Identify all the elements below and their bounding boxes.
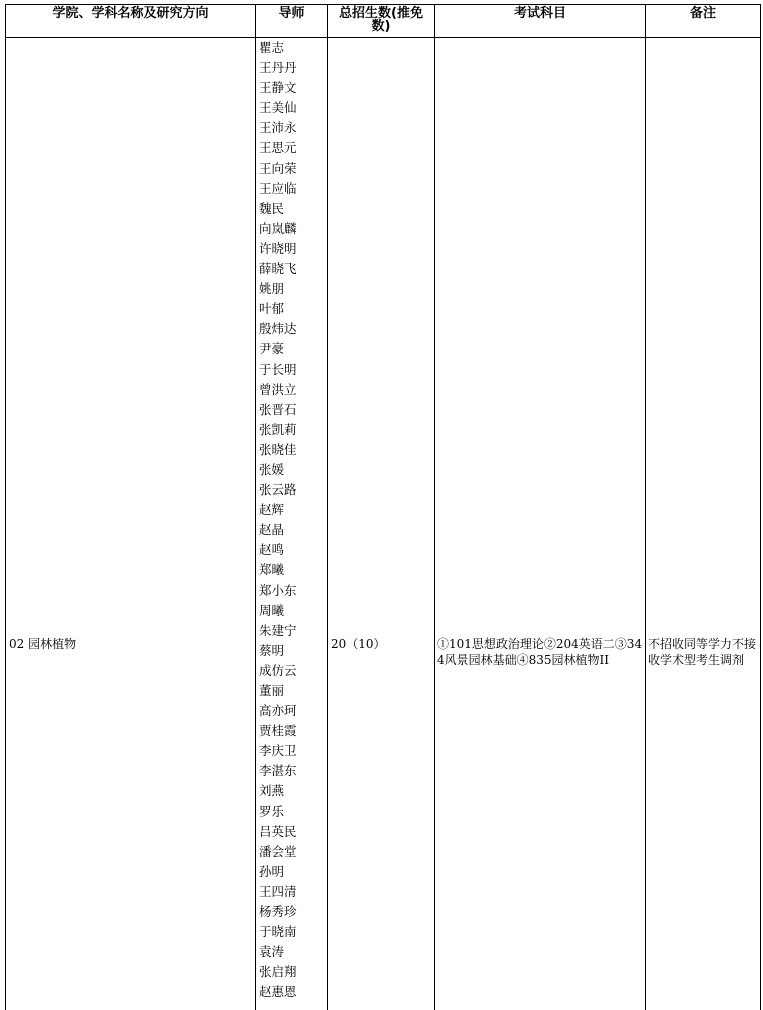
advisor-name: 贾桂霞 xyxy=(259,721,297,741)
advisor-name: 于长明 xyxy=(259,360,297,380)
advisor-name: 成仿云 xyxy=(259,661,297,681)
advisor-name: 魏民 xyxy=(259,199,297,219)
advisor-name: 吕英民 xyxy=(259,822,297,842)
advisor-name: 刘燕 xyxy=(259,781,297,801)
header-quota: 总招生数(推免数) xyxy=(328,5,435,38)
exam-subjects: ①101思想政治理论②204英语二③344风景园林基础④835园林植物II xyxy=(437,636,644,668)
advisor-name: 向岚麟 xyxy=(259,219,297,239)
header-row xyxy=(6,5,761,38)
advisor-name: 董丽 xyxy=(259,681,297,701)
enrollment-table-sheet xyxy=(5,4,760,1009)
advisor-name: 李庆卫 xyxy=(259,741,297,761)
advisor-name: 瞿志 xyxy=(259,38,297,58)
enrollment-table xyxy=(5,4,761,1010)
advisor-name: 罗乐 xyxy=(259,802,297,822)
header-advisor: 导师 xyxy=(256,5,328,38)
advisor-name: 尹豪 xyxy=(259,339,297,359)
advisor-name: 王沛永 xyxy=(259,118,297,138)
advisor-name: 赵辉 xyxy=(259,500,297,520)
advisor-name: 潘会堂 xyxy=(259,842,297,862)
advisor-name: 叶郁 xyxy=(259,299,297,319)
advisor-name: 王向荣 xyxy=(259,159,297,179)
exam-cell xyxy=(435,38,646,1010)
advisor-name: 杨秀珍 xyxy=(259,902,297,922)
advisor-name: 殷炜达 xyxy=(259,319,297,339)
advisor-name: 曾洪立 xyxy=(259,380,297,400)
note-cell xyxy=(646,38,761,1010)
advisor-name: 张媛 xyxy=(259,460,297,480)
advisor-name: 王静文 xyxy=(259,78,297,98)
remarks: 不招收同等学力不接收学术型考生调剂 xyxy=(648,636,758,668)
advisor-name: 许晓明 xyxy=(259,239,297,259)
advisor-list xyxy=(259,38,297,1003)
advisor-name: 王丹丹 xyxy=(259,58,297,78)
advisor-name: 王美仙 xyxy=(259,98,297,118)
advisor-name: 袁涛 xyxy=(259,942,297,962)
quota-cell xyxy=(328,38,435,1010)
header-exam: 考试科目 xyxy=(435,5,646,38)
advisor-name: 姚朋 xyxy=(259,279,297,299)
advisor-name: 张启翔 xyxy=(259,962,297,982)
advisor-name: 孙明 xyxy=(259,862,297,882)
advisor-name: 赵晶 xyxy=(259,520,297,540)
advisor-name: 张晋石 xyxy=(259,400,297,420)
header-dept: 学院、学科名称及研究方向 xyxy=(6,5,256,38)
advisor-name: 王应临 xyxy=(259,179,297,199)
advisor-name: 李湛东 xyxy=(259,761,297,781)
advisor-name: 郑小东 xyxy=(259,581,297,601)
advisor-name: 高亦珂 xyxy=(259,701,297,721)
advisor-name: 张晓佳 xyxy=(259,440,297,460)
header-note: 备注 xyxy=(646,5,761,38)
advisor-name: 于晓南 xyxy=(259,922,297,942)
table-row xyxy=(6,38,761,1010)
advisor-name: 周曦 xyxy=(259,601,297,621)
advisor-name: 蔡明 xyxy=(259,641,297,661)
quota-value: 20（10） xyxy=(331,636,432,652)
advisor-name: 王四清 xyxy=(259,882,297,902)
research-direction: 02 园林植物 xyxy=(9,636,253,652)
advisor-name: 赵鸣 xyxy=(259,540,297,560)
advisor-name: 赵惠恩 xyxy=(259,982,297,1002)
advisor-name: 张云路 xyxy=(259,480,297,500)
advisor-name: 薛晓飞 xyxy=(259,259,297,279)
advisor-name: 王思元 xyxy=(259,138,297,158)
advisor-name: 郑曦 xyxy=(259,560,297,580)
direction-cell xyxy=(6,38,256,1010)
advisor-name: 张凯莉 xyxy=(259,420,297,440)
advisor-name: 朱建宁 xyxy=(259,621,297,641)
advisor-cell xyxy=(256,38,328,1010)
